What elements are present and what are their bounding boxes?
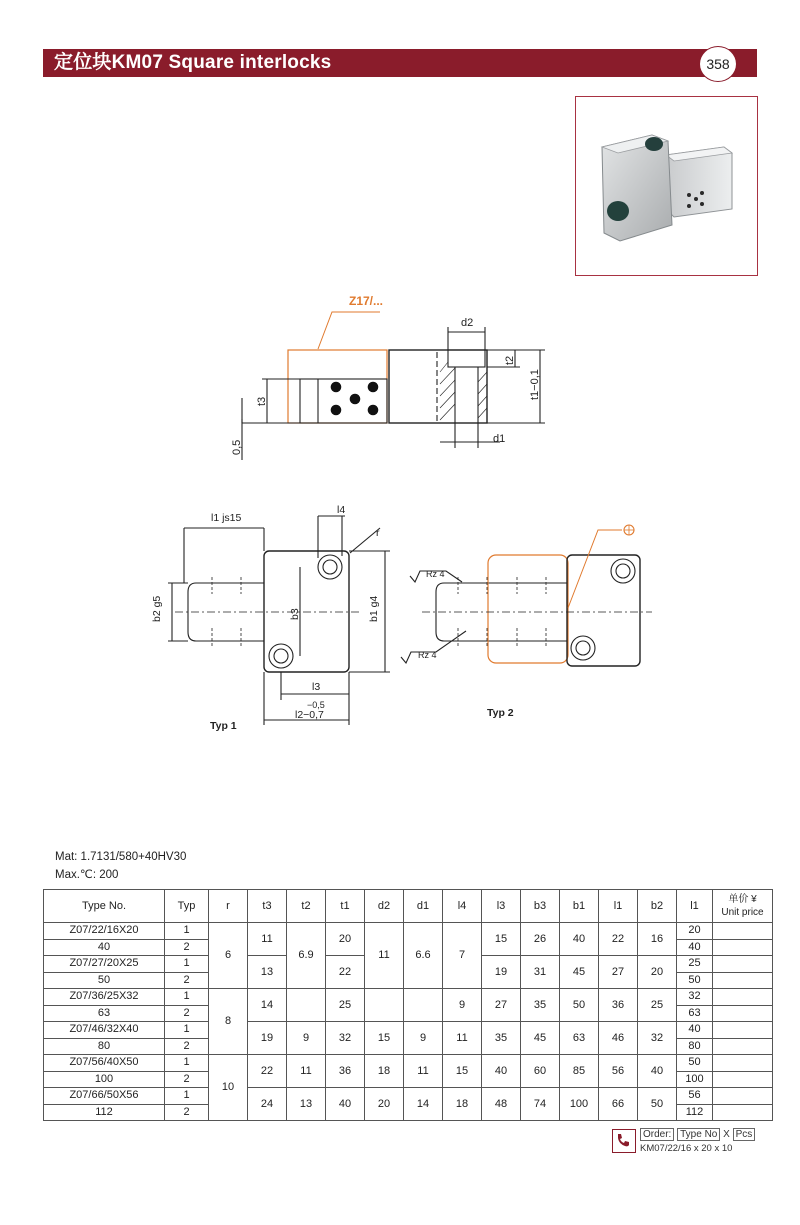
type-no-cell: 100 [44, 1071, 165, 1088]
type-no-cell: Z07/22/16X20 [44, 923, 165, 940]
typ-cell: 1 [165, 956, 209, 973]
typ-cell: 2 [165, 1104, 209, 1121]
type-no-cell: Z07/46/32X40 [44, 1022, 165, 1039]
t2-cell: 6.9 [287, 923, 326, 989]
length-cell: 40 [677, 939, 713, 956]
dim-l4: l4 [337, 504, 346, 516]
col-typ: Typ [165, 890, 209, 923]
price-cell[interactable] [713, 939, 773, 956]
t3-cell: 11 [248, 923, 287, 956]
d1-cell: 6.6 [404, 923, 443, 989]
table-row [44, 989, 773, 1006]
dim-b2: b2 g5 [151, 595, 163, 622]
r-cell: 8 [209, 989, 248, 1055]
length-cell: 100 [677, 1071, 713, 1088]
unit-price-en: Unit price [721, 907, 764, 918]
col-r: r [209, 890, 248, 923]
spec-table [43, 889, 773, 1121]
col-b1: b1 [560, 890, 599, 923]
col-t1: t1 [326, 890, 365, 923]
col-t2: t2 [287, 890, 326, 923]
b3-cell: 74 [521, 1088, 560, 1121]
typ-cell: 1 [165, 1088, 209, 1105]
max-temperature: Max.℃: 200 [55, 869, 119, 881]
typ-cell: 1 [165, 1022, 209, 1039]
dim-l1: l1 js15 [211, 512, 242, 524]
length-cell: 32 [677, 989, 713, 1006]
table-row [44, 1055, 773, 1072]
dim-b3: b3 [289, 608, 301, 620]
length-cell: 112 [677, 1104, 713, 1121]
l4-cell: 9 [443, 989, 482, 1022]
price-cell[interactable] [713, 1071, 773, 1088]
l4-cell: 15 [443, 1055, 482, 1088]
price-cell[interactable] [713, 989, 773, 1006]
b3-cell: 60 [521, 1055, 560, 1088]
col-l1-length: l1 [677, 890, 713, 923]
l1-cell: 46 [599, 1022, 638, 1055]
b2-cell: 32 [638, 1022, 677, 1055]
d2-cell: 20 [365, 1088, 404, 1121]
b1-cell: 50 [560, 989, 599, 1022]
type-no-cell: 63 [44, 1005, 165, 1022]
dim-d2: d2 [461, 317, 474, 329]
t3-cell: 14 [248, 989, 287, 1022]
l1-cell: 66 [599, 1088, 638, 1121]
b3-cell: 31 [521, 956, 560, 989]
dim-b1: b1 g4 [368, 595, 380, 622]
dim-offset: 0,5 [231, 439, 243, 455]
b2-cell: 50 [638, 1088, 677, 1121]
t1-cell: 22 [326, 956, 365, 989]
length-cell: 20 [677, 923, 713, 940]
t1-cell: 36 [326, 1055, 365, 1088]
typ-cell: 1 [165, 989, 209, 1006]
price-cell[interactable] [713, 1088, 773, 1105]
dim-l3: l3 [312, 681, 321, 693]
dim-d1: d1 [493, 433, 506, 445]
col-d2: d2 [365, 890, 404, 923]
b1-cell: 40 [560, 923, 599, 956]
r-cell: 10 [209, 1055, 248, 1121]
price-cell[interactable] [713, 1038, 773, 1055]
t1-cell: 32 [326, 1022, 365, 1055]
b1-cell: 45 [560, 956, 599, 989]
col-type-no: Type No. [44, 890, 165, 923]
order-pcs: Pcs [733, 1128, 756, 1141]
l1-cell: 56 [599, 1055, 638, 1088]
typ-cell: 2 [165, 1071, 209, 1088]
length-cell: 50 [677, 972, 713, 989]
col-d1: d1 [404, 890, 443, 923]
d1-cell [404, 989, 443, 1022]
price-cell[interactable] [713, 972, 773, 989]
d2-cell [365, 989, 404, 1022]
b2-cell: 16 [638, 923, 677, 956]
order-format [640, 1129, 755, 1140]
detail-label: Z17/... [349, 294, 384, 308]
b1-cell: 85 [560, 1055, 599, 1088]
l3-cell: 15 [482, 923, 521, 956]
price-cell[interactable] [713, 956, 773, 973]
order-example: KM07/22/16 x 20 x 10 [640, 1143, 733, 1154]
price-cell[interactable] [713, 1022, 773, 1039]
b2-cell: 20 [638, 956, 677, 989]
order-times: X [723, 1129, 730, 1140]
page-title: 定位块KM07 Square interlocks [54, 52, 332, 73]
typ-cell: 1 [165, 1055, 209, 1072]
t1-cell: 40 [326, 1088, 365, 1121]
l4-cell: 11 [443, 1022, 482, 1055]
price-cell[interactable] [713, 1005, 773, 1022]
d2-cell: 18 [365, 1055, 404, 1088]
table-row [44, 923, 773, 940]
r-cell: 6 [209, 923, 248, 989]
type-no-cell: Z07/56/40X50 [44, 1055, 165, 1072]
order-label: Order: [640, 1128, 674, 1141]
length-cell: 63 [677, 1005, 713, 1022]
typ-cell: 2 [165, 1005, 209, 1022]
b3-cell: 45 [521, 1022, 560, 1055]
b3-cell: 26 [521, 923, 560, 956]
length-cell: 50 [677, 1055, 713, 1072]
t2-cell: 9 [287, 1022, 326, 1055]
rz-top: Rz 4 [426, 569, 445, 579]
b1-cell: 63 [560, 1022, 599, 1055]
t3-cell: 19 [248, 1022, 287, 1055]
t2-cell [287, 989, 326, 1022]
t3-cell: 13 [248, 956, 287, 989]
col-l1: l1 [599, 890, 638, 923]
type-no-cell: 50 [44, 972, 165, 989]
table-row [44, 1088, 773, 1105]
price-cell[interactable] [713, 1104, 773, 1121]
typ-cell: 2 [165, 1038, 209, 1055]
dim-t3: t3 [256, 396, 268, 406]
col-b3: b3 [521, 890, 560, 923]
l3-cell: 19 [482, 956, 521, 989]
price-cell[interactable] [713, 923, 773, 940]
b2-cell: 40 [638, 1055, 677, 1088]
d1-cell: 14 [404, 1088, 443, 1121]
col-b2: b2 [638, 890, 677, 923]
type-no-cell: 80 [44, 1038, 165, 1055]
dim-r: r [376, 527, 380, 539]
l4-cell: 18 [443, 1088, 482, 1121]
dim-l2: l2−0,7 [295, 709, 324, 721]
col-t3: t3 [248, 890, 287, 923]
l3-cell: 48 [482, 1088, 521, 1121]
col-unit-price [713, 890, 773, 923]
l1-cell: 22 [599, 923, 638, 956]
typ-cell: 2 [165, 939, 209, 956]
phone-order-icon [612, 1129, 636, 1153]
type1-label: Typ 1 [210, 720, 237, 732]
t1-cell: 20 [326, 923, 365, 956]
l3-cell: 40 [482, 1055, 521, 1088]
t1-cell: 25 [326, 989, 365, 1022]
price-cell[interactable] [713, 1055, 773, 1072]
type2-label: Typ 2 [487, 707, 514, 719]
typ-cell: 2 [165, 972, 209, 989]
d2-cell: 15 [365, 1022, 404, 1055]
l1-cell: 27 [599, 956, 638, 989]
l4-cell: 7 [443, 923, 482, 989]
col-l3: l3 [482, 890, 521, 923]
length-cell: 56 [677, 1088, 713, 1105]
b2-cell: 25 [638, 989, 677, 1022]
dim-tol: −0,5 [307, 700, 325, 710]
unit-price-cn: 单价 ¥ [728, 894, 757, 905]
length-cell: 40 [677, 1022, 713, 1039]
length-cell: 25 [677, 956, 713, 973]
l3-cell: 35 [482, 1022, 521, 1055]
type-no-cell: Z07/27/20X25 [44, 956, 165, 973]
t3-cell: 24 [248, 1088, 287, 1121]
t2-cell: 13 [287, 1088, 326, 1121]
b1-cell: 100 [560, 1088, 599, 1121]
dim-t1: t1−0,1 [529, 369, 541, 400]
t3-cell: 22 [248, 1055, 287, 1088]
table-row [44, 1022, 773, 1039]
dim-t2: t2 [504, 355, 516, 365]
type-no-cell: Z07/36/25X32 [44, 989, 165, 1006]
col-l4: l4 [443, 890, 482, 923]
t2-cell: 11 [287, 1055, 326, 1088]
l1-cell: 36 [599, 989, 638, 1022]
rz-bottom: Rz 4 [418, 650, 437, 660]
b3-cell: 35 [521, 989, 560, 1022]
type-no-cell: Z07/66/50X56 [44, 1088, 165, 1105]
material-spec: Mat: 1.7131/580+40HV30 [55, 851, 187, 863]
d1-cell: 9 [404, 1022, 443, 1055]
l3-cell: 27 [482, 989, 521, 1022]
type-no-cell: 112 [44, 1104, 165, 1121]
type-no-cell: 40 [44, 939, 165, 956]
page-number-badge: 358 [699, 46, 737, 82]
d1-cell: 11 [404, 1055, 443, 1088]
length-cell: 80 [677, 1038, 713, 1055]
order-type-no: Type No [677, 1128, 720, 1141]
d2-cell: 11 [365, 923, 404, 989]
typ-cell: 1 [165, 923, 209, 940]
table-header-row [44, 890, 773, 923]
